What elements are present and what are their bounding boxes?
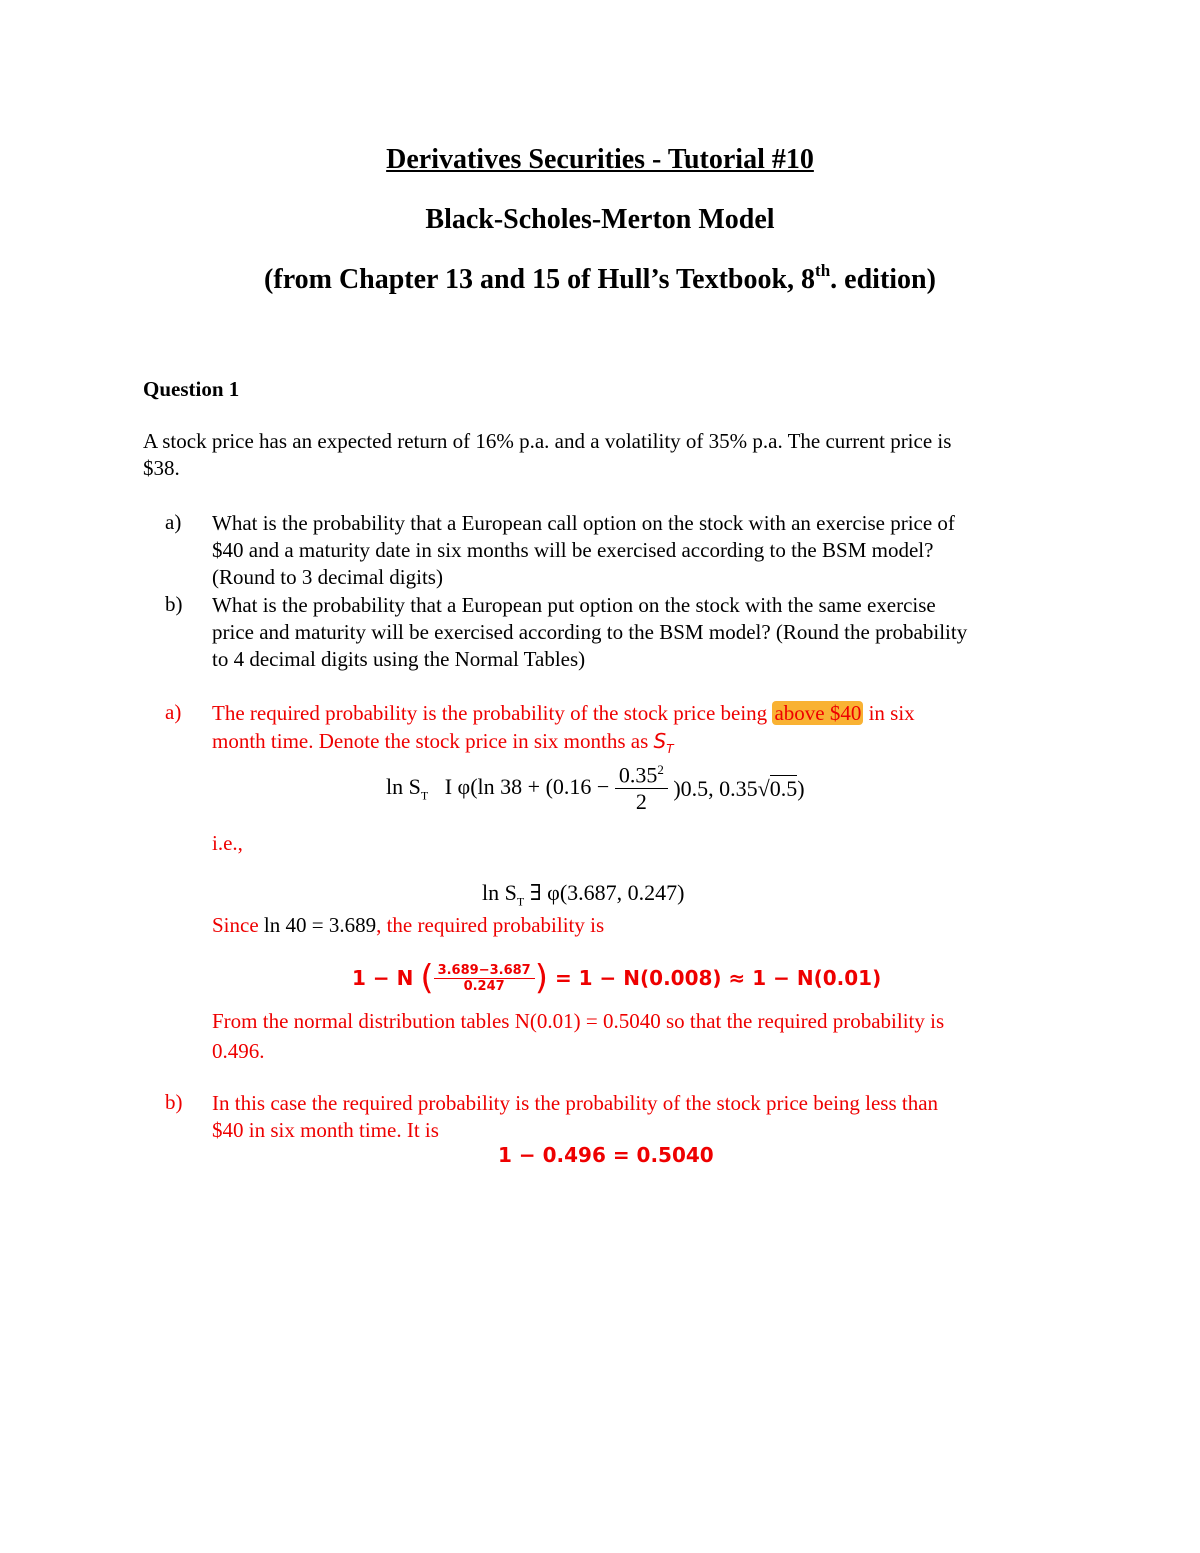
since-line: Since ln 40 = 3.689, the required probability is — [212, 913, 605, 937]
answer-a-line2: month time. Denote the stock price in six months as $S_T$ — [212, 729, 674, 757]
answer-a-line1: The required probability is the probability of the stock price being above $40 in six — [212, 701, 915, 725]
page-title: Derivatives Securities - Tutorial #10 — [386, 144, 814, 175]
item-a-text: What is the probability that a European call option on the stock with an exercise price of $40 and a maturity date in six months will be exercised according to the BSM model? (Round to 3 decimal digits) — [212, 511, 955, 589]
answer-a-label: a) — [165, 700, 182, 724]
ie-label: i.e., — [212, 831, 243, 855]
item-a-label: a) — [165, 510, 182, 534]
answer-b-text: In this case the required probability is the probability of the stock price being less than $40 in six month time. It is — [212, 1091, 939, 1142]
highlighted-phrase: above $40 — [774, 701, 862, 725]
item-b-text: What is the probability that a European put option on the stock with the same exercise price and maturity will be exercised according to the BSM model? (Round the probability to 4 decimal digits using the Normal Tables) — [212, 593, 968, 671]
sqrt-symbol: √ — [757, 775, 770, 801]
equation-normal: $\ln S_T$ ∃ φ(3.687, 0.247) — [482, 880, 685, 909]
source-line: (from Chapter 13 and 15 of Hull’s Textbook, 8th. edition) — [264, 261, 936, 295]
answer-b-label: b) — [165, 1090, 183, 1114]
item-b-label: b) — [165, 592, 183, 616]
answer-b-equation: 1 − 0.496 = 0.5040 — [498, 1143, 714, 1167]
fraction-variance: $\frac{0.35^2}{2}$ — [615, 762, 668, 815]
equation-distribution: $\ln S_T$ I φ(ln 38 + (0.16 − $\frac{0.35^2}{2}$ )0.5, 0.35√0.5) — [386, 762, 805, 815]
equation-probability: 1 − N ( $\frac{3.689-3.687}{0.247}$ ) = 1 − N(0.008) ≈ 1 − N(0.01) — [352, 958, 882, 998]
question-heading: Question 1 — [143, 377, 240, 401]
question-intro: A stock price has an expected return of 16% p.a. and a volatility of 35% p.a. The current price is $38. — [143, 429, 952, 480]
page-subtitle: Black-Scholes-Merton Model — [425, 204, 775, 235]
tables-text: From the normal distribution tables N(0.01) = 0.5040 so that the required probability is 0.496. — [212, 1009, 945, 1063]
